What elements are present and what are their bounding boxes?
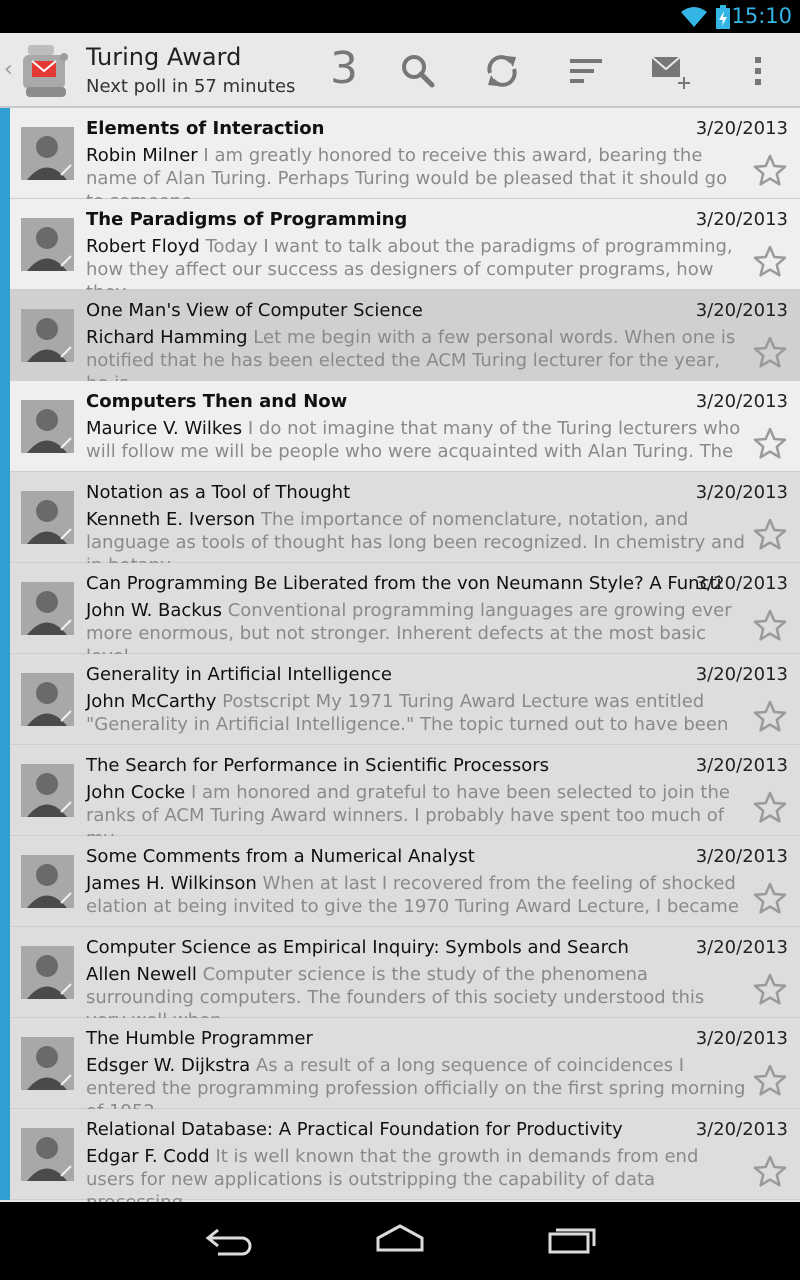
author-avatar xyxy=(21,855,74,908)
star-icon[interactable] xyxy=(752,790,788,830)
sort-icon[interactable] xyxy=(566,51,606,91)
item-title: The Humble Programmer xyxy=(86,1028,313,1049)
author-avatar xyxy=(21,1128,74,1181)
item-author: Allen Newell xyxy=(86,964,197,985)
feed-color-bar xyxy=(0,654,10,745)
refresh-icon[interactable] xyxy=(482,51,522,91)
item-body xyxy=(86,1145,748,1191)
list-item[interactable] xyxy=(0,472,800,563)
list-item[interactable] xyxy=(0,563,800,654)
unread-count: 3 xyxy=(330,43,358,94)
star-icon[interactable] xyxy=(752,608,788,648)
item-snippet: When at last I recovered from the feeling of shocked elation at being invited to give the 1970 Turing Award Lecture, I became xyxy=(86,873,739,917)
item-snippet: I am greatly honored to receive this award, bearing the name of Alan Turing. Perhaps Turing would be pleased that it should go xyxy=(86,145,728,189)
star-icon[interactable] xyxy=(752,881,788,921)
navigation-bar xyxy=(0,1202,800,1280)
star-icon[interactable] xyxy=(752,153,788,193)
author-avatar xyxy=(21,218,74,271)
item-title: Can Programming Be Liberated from the von Neumann Style? A Functi xyxy=(86,573,722,594)
item-author: John Cocke xyxy=(86,782,186,803)
item-date: 3/20/2013 xyxy=(695,391,788,412)
item-snippet: Today I want to talk about the paradigms of programming, how they affect our success as designers of computer programs, how xyxy=(86,236,733,280)
action-bar xyxy=(0,33,800,108)
author-avatar xyxy=(21,582,74,635)
item-body xyxy=(86,326,748,372)
author-avatar xyxy=(21,1037,74,1090)
search-icon[interactable] xyxy=(398,51,438,91)
item-author: Richard Hamming xyxy=(86,327,248,348)
item-snippet: Let me begin with a few personal words. When one is notified that he has been elected the ACM Turing lecturer for the year, xyxy=(86,327,736,371)
star-icon[interactable] xyxy=(752,335,788,375)
list-item[interactable] xyxy=(0,290,800,381)
item-body xyxy=(86,690,748,736)
up-caret-icon[interactable]: ‹ xyxy=(4,57,13,82)
feed-color-bar xyxy=(0,927,10,1018)
author-avatar xyxy=(21,491,74,544)
item-snippet: The importance of nomenclature, notation, and language as tools of thought has long been recognized. In chemistry and xyxy=(86,509,745,553)
item-title: Relational Database: A Practical Foundation for Productivity xyxy=(86,1119,623,1140)
author-avatar xyxy=(21,946,74,999)
item-date: 3/20/2013 xyxy=(695,1028,788,1049)
author-avatar xyxy=(21,673,74,726)
item-date: 3/20/2013 xyxy=(695,573,788,594)
item-date: 3/20/2013 xyxy=(695,755,788,776)
star-icon[interactable] xyxy=(752,244,788,284)
feed-color-bar xyxy=(0,290,10,381)
app-logo-icon[interactable] xyxy=(20,41,76,99)
item-title: Computers Then and Now xyxy=(86,391,348,412)
item-body xyxy=(86,235,748,281)
item-title: One Man's View of Computer Science xyxy=(86,300,423,321)
item-date: 3/20/2013 xyxy=(695,1119,788,1140)
battery-charging-icon xyxy=(716,5,730,29)
item-title: Some Comments from a Numerical Analyst xyxy=(86,846,475,867)
feed-color-bar xyxy=(0,381,10,472)
item-author: Edgar F. Codd xyxy=(86,1146,210,1167)
item-author: Maurice V. Wilkes xyxy=(86,418,243,439)
star-icon[interactable] xyxy=(752,1063,788,1103)
item-title: Computer Science as Empirical Inquiry: Symbols and Search xyxy=(86,937,629,958)
star-icon[interactable] xyxy=(752,517,788,557)
item-snippet: I am honored and grateful to have been selected to join the ranks of ACM Turing Award winners. I probably have spent too much of xyxy=(86,782,730,826)
feed-color-bar xyxy=(0,199,10,290)
status-bar xyxy=(0,0,800,33)
item-date: 3/20/2013 xyxy=(695,937,788,958)
item-date: 3/20/2013 xyxy=(695,209,788,230)
item-snippet: As a result of a long sequence of coincidences I entered the programming profession officially on the first spring morning xyxy=(86,1055,746,1099)
poll-status: Next poll in 57 minutes xyxy=(86,76,296,97)
list-item[interactable] xyxy=(0,745,800,836)
item-body xyxy=(86,417,748,463)
item-snippet: I do not imagine that many of the Turing lecturers who will follow me will be people who were acquainted with Alan Turing. The xyxy=(86,418,741,462)
item-body xyxy=(86,781,748,827)
feed-title: Turing Award xyxy=(86,43,242,71)
overflow-menu-icon[interactable] xyxy=(738,51,778,91)
item-date: 3/20/2013 xyxy=(695,664,788,685)
feed-color-bar xyxy=(0,1109,10,1200)
star-icon[interactable] xyxy=(752,426,788,466)
star-icon[interactable] xyxy=(752,972,788,1012)
item-body xyxy=(86,508,748,554)
item-author: Edsger W. Dijkstra xyxy=(86,1055,251,1076)
list-item[interactable] xyxy=(0,836,800,927)
item-title: Notation as a Tool of Thought xyxy=(86,482,351,503)
back-icon[interactable] xyxy=(204,1224,256,1254)
item-body xyxy=(86,963,748,1009)
author-avatar xyxy=(21,400,74,453)
item-date: 3/20/2013 xyxy=(695,482,788,503)
feed-color-bar xyxy=(0,836,10,927)
list-item[interactable] xyxy=(0,199,800,290)
item-body xyxy=(86,872,748,918)
item-title: The Search for Performance in Scientific Processors xyxy=(86,755,550,776)
feed-color-bar xyxy=(0,563,10,654)
item-snippet: Postscript My 1971 Turing Award Lecture was entitled "Generality in Artificial Intelligence." The topic turned out to have been xyxy=(86,691,729,735)
item-date: 3/20/2013 xyxy=(695,846,788,867)
list-item[interactable] xyxy=(0,1109,800,1200)
item-author: James H. Wilkinson xyxy=(86,873,257,894)
item-author: Robin Milner xyxy=(86,145,198,166)
feed-color-bar xyxy=(0,745,10,836)
clock: 15:10 xyxy=(731,4,792,28)
item-title: The Paradigms of Programming xyxy=(86,209,408,230)
compose-mail-icon[interactable] xyxy=(650,51,690,91)
author-avatar xyxy=(21,127,74,180)
star-icon[interactable] xyxy=(752,699,788,739)
list-item[interactable] xyxy=(0,654,800,745)
item-snippet: Conventional programming languages are growing ever more enormous, but not stronger. Inherent defects at the most basic xyxy=(86,600,732,644)
item-body xyxy=(86,1054,748,1100)
author-avatar xyxy=(21,309,74,362)
item-author: John W. Backus xyxy=(86,600,222,621)
home-icon[interactable] xyxy=(374,1224,426,1254)
item-body xyxy=(86,599,748,645)
feed-color-bar xyxy=(0,472,10,563)
list-item[interactable] xyxy=(0,1018,800,1109)
item-author: John McCarthy xyxy=(86,691,217,712)
item-date: 3/20/2013 xyxy=(695,118,788,139)
list-item[interactable] xyxy=(0,381,800,472)
item-date: 3/20/2013 xyxy=(695,300,788,321)
article-list xyxy=(0,108,800,1200)
item-title: Elements of Interaction xyxy=(86,118,325,139)
author-avatar xyxy=(21,764,74,817)
wifi-icon xyxy=(680,6,708,28)
list-item[interactable] xyxy=(0,108,800,199)
item-author: Kenneth E. Iverson xyxy=(86,509,256,530)
star-icon[interactable] xyxy=(752,1154,788,1194)
list-item[interactable] xyxy=(0,927,800,1018)
item-snippet: It is well known that the growth in demands from end users for new applications is outstripping the capability of data xyxy=(86,1146,699,1190)
recent-apps-icon[interactable] xyxy=(546,1224,598,1254)
item-snippet: Computer science is the study of the phenomena surrounding computers. The founders of this society understood this xyxy=(86,964,705,1008)
item-body xyxy=(86,144,748,190)
feed-color-bar xyxy=(0,1018,10,1109)
item-author: Robert Floyd xyxy=(86,236,200,257)
feed-color-bar xyxy=(0,108,10,199)
item-title: Generality in Artificial Intelligence xyxy=(86,664,392,685)
